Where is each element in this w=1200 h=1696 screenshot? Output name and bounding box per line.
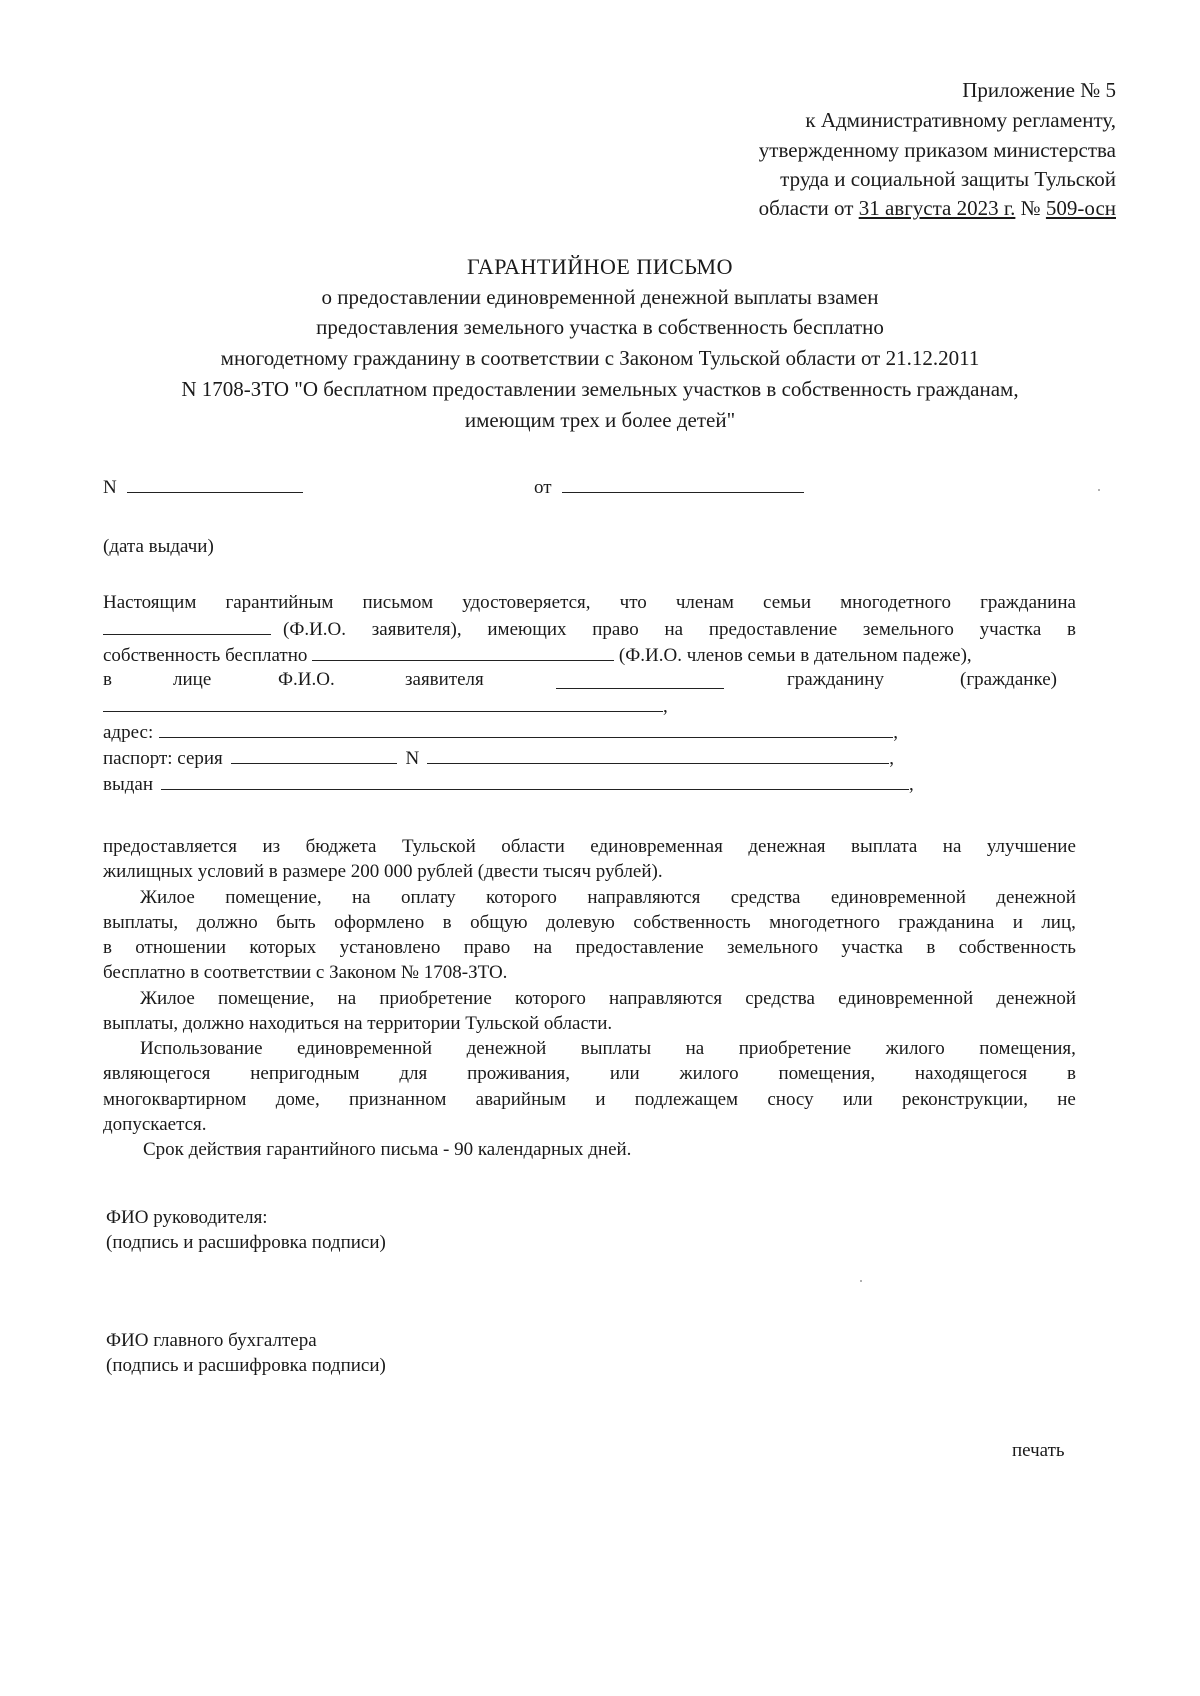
- body-word: находящегося: [914, 1063, 1028, 1084]
- body-word: подлежащем: [634, 1089, 739, 1110]
- form-line-5: ,: [103, 697, 668, 716]
- body-word: собственность: [633, 912, 751, 933]
- order-date: 31 августа 2023 г.: [858, 196, 1016, 220]
- letter-date-blank[interactable]: [562, 492, 804, 493]
- body-word: Использование: [140, 1038, 263, 1059]
- body-word: помещения,: [778, 1063, 876, 1084]
- accountant-signature-label: ФИО главного бухгалтера: [106, 1330, 317, 1351]
- body-word: помещения,: [979, 1038, 1076, 1059]
- appendix-ref-line-2: утвержденному приказом министерства: [758, 138, 1116, 162]
- body-p4-line-2: [103, 1064, 1076, 1083]
- body-word: установлено: [339, 937, 441, 958]
- form-word: гарантийным: [225, 592, 334, 613]
- address-row: адрес: ,: [103, 722, 898, 743]
- body-word: бюджета: [305, 836, 377, 857]
- address-blank[interactable]: [159, 737, 893, 738]
- issue-date-note: (дата выдачи): [103, 536, 214, 557]
- body-p2-line-2: [103, 913, 1076, 932]
- document-subtitle-3: многодетному гражданину в соответствии с Законом Тульской области от 21.12.2011: [220, 346, 980, 370]
- body-word: должно: [196, 912, 258, 933]
- body-word: улучшение: [986, 836, 1076, 857]
- body-word: предоставление: [575, 937, 704, 958]
- body-p3-line-2: выплаты, должно находиться на территории Тульской области.: [103, 1013, 613, 1034]
- body-word: которого: [514, 988, 586, 1009]
- body-word: сносу: [767, 1089, 814, 1110]
- body-word: признанном: [348, 1089, 447, 1110]
- body-p1-line-2: жилищных условий в размере 200 000 рублей (двести тысяч рублей).: [103, 861, 663, 882]
- body-word: направляются: [609, 988, 723, 1009]
- form-word: имеющих: [487, 619, 567, 640]
- form-word: предоставление: [708, 619, 838, 640]
- issued-by-blank[interactable]: [161, 789, 909, 790]
- form-word: участка: [979, 619, 1042, 640]
- body-word: которого: [486, 887, 557, 908]
- body-word: выплата: [851, 836, 918, 857]
- body-word: гражданина: [898, 912, 995, 933]
- stamp-placeholder: печать: [1012, 1440, 1065, 1461]
- family-members-blank[interactable]: [312, 660, 614, 661]
- body-word: доме,: [275, 1089, 320, 1110]
- body-word: жилого: [679, 1063, 739, 1084]
- body-p4-line-3: [103, 1090, 1076, 1109]
- form-word: членам: [675, 592, 734, 613]
- body-word: приобретение: [379, 988, 492, 1009]
- body-word: общую: [470, 912, 528, 933]
- body-p2-line-1: [140, 888, 1076, 907]
- document-subtitle-1: о предоставлении единовременной денежной выплаты взамен: [321, 285, 879, 309]
- body-word: и: [595, 1089, 606, 1110]
- body-word: из: [262, 836, 281, 857]
- body-word: денежная: [748, 836, 826, 857]
- body-word: Жилое: [140, 988, 195, 1009]
- form-line-1: [103, 593, 1076, 612]
- body-word: выплаты: [580, 1038, 652, 1059]
- body-p2-line-3: [103, 938, 1076, 957]
- passport-row: паспорт: серия N ,: [103, 748, 895, 769]
- body-word: аварийным: [475, 1089, 567, 1110]
- appendix-ref-line-1: к Административному регламенту,: [805, 108, 1116, 132]
- body-word: или: [609, 1063, 640, 1084]
- body-word: средства: [730, 887, 801, 908]
- scan-speck: [860, 1280, 862, 1282]
- applicant-name-blank[interactable]: [103, 634, 271, 635]
- form-word: что: [619, 592, 647, 613]
- appendix-number: Приложение № 5: [962, 78, 1116, 102]
- body-word: приобретение: [738, 1038, 852, 1059]
- body-word: которых: [249, 937, 317, 958]
- body-word: направляются: [587, 887, 701, 908]
- recipient-name-blank[interactable]: [103, 711, 663, 712]
- applicant-name-blank-2[interactable]: [556, 688, 724, 689]
- document-title: ГАРАНТИЙНОЕ ПИСЬМО: [467, 254, 733, 279]
- appendix-ref-line-4: области от 31 августа 2023 г. № 509-осн: [758, 196, 1116, 220]
- form-word: гражданина: [980, 592, 1076, 613]
- body-p5: Срок действия гарантийного письма - 90 календарных дней.: [143, 1139, 632, 1160]
- body-word: долевую: [546, 912, 615, 933]
- body-word: единовременной: [830, 887, 966, 908]
- body-p2-line-4: бесплатно в соответствии с Законом № 1708-ЗТО.: [103, 962, 508, 983]
- body-word: средства: [745, 988, 815, 1009]
- body-word: Тульской: [401, 836, 476, 857]
- body-word: области: [501, 836, 565, 857]
- body-p4-line-1: [140, 1039, 1076, 1058]
- form-word: Настоящим: [103, 592, 197, 613]
- body-word: единовременной: [838, 988, 974, 1009]
- body-word: проживания,: [467, 1063, 571, 1084]
- body-word: на: [351, 887, 371, 908]
- document-subtitle-4: N 1708-ЗТО "О бесплатном предоставлении земельных участков в собственность гражданам,: [181, 377, 1019, 401]
- body-word: денежной: [466, 1038, 547, 1059]
- issued-by-row: выдан ,: [103, 774, 914, 795]
- head-signature-label: ФИО руководителя:: [106, 1207, 268, 1228]
- document-subtitle-5: имеющим трех и более детей": [464, 408, 736, 432]
- body-word: в: [1066, 1063, 1076, 1084]
- body-word: предоставляется: [103, 836, 237, 857]
- form-word: заявителя),: [371, 619, 462, 640]
- body-word: оформлено: [334, 912, 425, 933]
- body-word: и: [1012, 912, 1023, 933]
- body-word: оплату: [400, 887, 456, 908]
- form-word: право: [592, 619, 639, 640]
- body-word: в: [442, 912, 452, 933]
- body-word: в: [103, 937, 112, 958]
- body-p1-line-1: [103, 837, 1076, 856]
- form-word: удостоверяется,: [462, 592, 591, 613]
- form-word: письмом: [362, 592, 434, 613]
- body-word: в: [926, 937, 936, 958]
- letter-number-field: N: [103, 478, 303, 497]
- order-number: 509-осн: [1045, 196, 1116, 220]
- form-line-2: [103, 620, 1076, 639]
- form-word: (Ф.И.О.: [283, 619, 347, 640]
- body-word: жилого: [885, 1038, 945, 1059]
- body-word: не: [1057, 1089, 1076, 1110]
- body-p4-line-4: допускается.: [103, 1114, 207, 1135]
- body-word: являющегося: [103, 1063, 211, 1084]
- form-word: в: [1067, 619, 1076, 640]
- accountant-signature-note: (подпись и расшифровка подписи): [106, 1355, 386, 1376]
- body-word: непригодным: [250, 1063, 360, 1084]
- passport-number-blank[interactable]: [427, 763, 889, 764]
- body-word: быть: [276, 912, 316, 933]
- form-word: многодетного: [840, 592, 951, 613]
- form-word: на: [664, 619, 684, 640]
- body-word: помещение,: [225, 887, 322, 908]
- body-word: денежной: [996, 887, 1076, 908]
- body-word: на: [533, 937, 553, 958]
- form-line-3: собственность бесплатно (Ф.И.О. членов семьи в дательном падеже),: [103, 645, 972, 666]
- form-word: земельного: [862, 619, 954, 640]
- body-word: право: [463, 937, 511, 958]
- body-word: многоквартирном: [103, 1089, 247, 1110]
- body-word: многодетного: [769, 912, 880, 933]
- body-word: собственность: [958, 937, 1076, 958]
- body-word: на: [942, 836, 962, 857]
- body-word: участка: [841, 937, 903, 958]
- body-word: реконструкции,: [901, 1089, 1029, 1110]
- body-word: или: [842, 1089, 873, 1110]
- head-signature-note: (подпись и расшифровка подписи): [106, 1232, 386, 1253]
- body-word: отношении: [135, 937, 227, 958]
- document-subtitle-2: предоставления земельного участка в собственность бесплатно: [316, 315, 884, 339]
- body-p3-line-1: [140, 989, 1076, 1008]
- body-word: выплаты,: [103, 912, 179, 933]
- body-word: единовременной: [297, 1038, 433, 1059]
- body-word: единовременная: [590, 836, 723, 857]
- letter-date-field: от: [534, 478, 804, 497]
- appendix-ref-line-3: труда и социальной защиты Тульской: [780, 167, 1116, 191]
- body-word: для: [399, 1063, 428, 1084]
- body-word: на: [337, 988, 357, 1009]
- passport-series-blank[interactable]: [231, 763, 397, 764]
- body-word: денежной: [996, 988, 1076, 1009]
- body-word: на: [685, 1038, 705, 1059]
- form-line-4: в лице Ф.И.О. заявителя гражданину (гражданке): [103, 669, 1057, 690]
- scan-speck: [1098, 489, 1100, 491]
- body-word: помещение,: [218, 988, 315, 1009]
- body-word: лиц,: [1041, 912, 1076, 933]
- body-word: земельного: [727, 937, 819, 958]
- form-word: семьи: [763, 592, 812, 613]
- letter-number-blank[interactable]: [127, 492, 303, 493]
- body-word: Жилое: [140, 887, 195, 908]
